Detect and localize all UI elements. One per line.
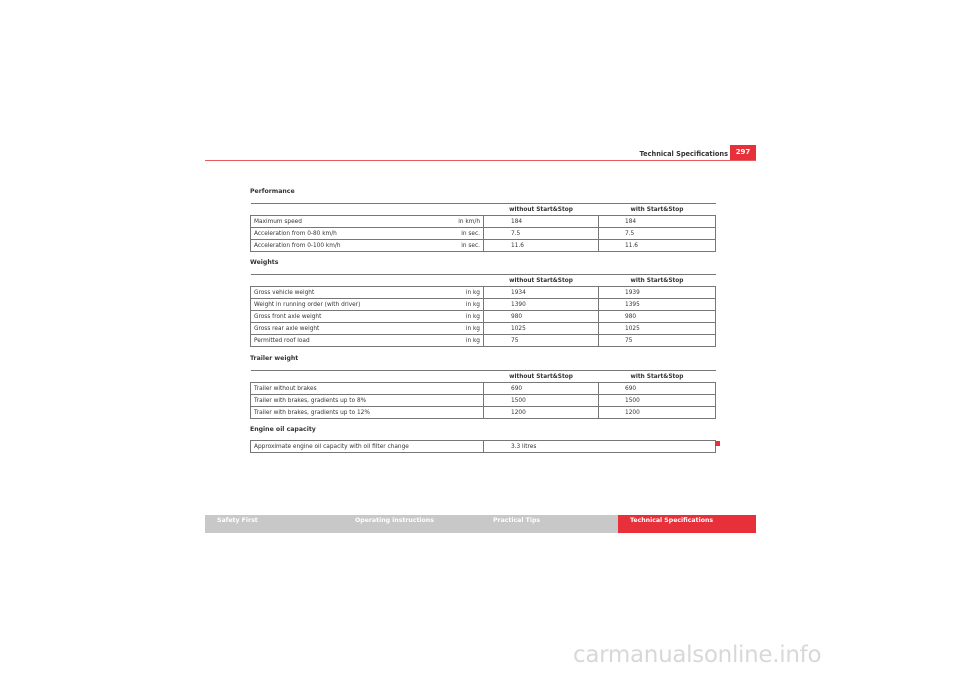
row-label: Permitted roof load	[251, 335, 401, 347]
row-unit: in km/h	[401, 216, 484, 228]
row-label: Gross front axle weight	[251, 311, 401, 323]
value-without: 690	[484, 383, 599, 395]
value-without: 75	[484, 335, 599, 347]
row-unit: in kg	[401, 299, 484, 311]
column-header-without: without Start&Stop	[484, 204, 599, 216]
value-without: 11.6	[484, 240, 599, 252]
oil-capacity-value: 3.3 litres	[484, 441, 716, 453]
table-row	[251, 228, 716, 240]
row-unit	[401, 395, 484, 407]
table-row	[251, 335, 716, 347]
row-label: Gross rear axle weight	[251, 323, 401, 335]
table-header-row	[251, 204, 716, 216]
row-label: Maximum speed	[251, 216, 401, 228]
row-label: Gross vehicle weight	[251, 287, 401, 299]
trailer-table	[250, 370, 716, 419]
value-without: 1500	[484, 395, 599, 407]
value-without: 980	[484, 311, 599, 323]
row-label: Trailer with brakes, gradients up to 8%	[251, 395, 401, 407]
row-unit	[401, 407, 484, 419]
column-header-without: without Start&Stop	[484, 275, 599, 287]
value-without: 1934	[484, 287, 599, 299]
column-header-with: with Start&Stop	[599, 371, 716, 383]
row-label: Approximate engine oil capacity with oil filter change	[251, 441, 484, 453]
row-label: Acceleration from 0-80 km/h	[251, 228, 401, 240]
value-without: 1200	[484, 407, 599, 419]
table-row	[251, 395, 716, 407]
table-row	[251, 287, 716, 299]
row-label: Trailer with brakes, gradients up to 12%	[251, 407, 401, 419]
footer-nav	[205, 515, 756, 533]
section-title-weights: Weights	[250, 259, 279, 266]
value-without: 1390	[484, 299, 599, 311]
table-row	[251, 240, 716, 252]
row-unit: in sec.	[401, 228, 484, 240]
row-label: Trailer without brakes	[251, 383, 401, 395]
performance-table	[250, 203, 716, 252]
table-row	[251, 383, 716, 395]
column-header-with: with Start&Stop	[599, 204, 716, 216]
row-label: Acceleration from 0-100 km/h	[251, 240, 401, 252]
table-header-row	[251, 275, 716, 287]
value-without: 1025	[484, 323, 599, 335]
table-row	[251, 216, 716, 228]
table-row	[251, 323, 716, 335]
row-unit: in sec.	[401, 240, 484, 252]
row-unit: in kg	[401, 335, 484, 347]
page-header-title: Technical Specifications	[639, 150, 728, 158]
value-with: 1939	[599, 287, 716, 299]
value-with: 980	[599, 311, 716, 323]
footer-tab-operating-instructions[interactable]: Operating instructions	[355, 517, 434, 524]
header-divider	[205, 160, 756, 161]
value-without: 184	[484, 216, 599, 228]
table-row	[251, 299, 716, 311]
row-label: Weight in running order (with driver)	[251, 299, 401, 311]
row-unit: in kg	[401, 323, 484, 335]
row-unit: in kg	[401, 287, 484, 299]
value-with: 1395	[599, 299, 716, 311]
footer-tab-practical-tips[interactable]: Practical Tips	[493, 517, 541, 524]
section-title-trailer: Trailer weight	[250, 355, 299, 362]
page-number-badge: 297	[730, 145, 756, 160]
row-unit: in kg	[401, 311, 484, 323]
oil-table	[250, 440, 716, 453]
column-header-without: without Start&Stop	[484, 371, 599, 383]
value-with: 1025	[599, 323, 716, 335]
footer-tab-technical-specifications[interactable]: Technical Specifications	[618, 515, 756, 533]
column-header-with: with Start&Stop	[599, 275, 716, 287]
value-with: 1500	[599, 395, 716, 407]
section-title-performance: Performance	[250, 188, 295, 195]
footer-tab-safety-first[interactable]: Safety First	[217, 517, 258, 524]
table-row	[251, 441, 716, 453]
value-without: 7.5	[484, 228, 599, 240]
value-with: 11.6	[599, 240, 716, 252]
table-header-row	[251, 371, 716, 383]
table-row	[251, 311, 716, 323]
table-row	[251, 407, 716, 419]
weights-table	[250, 274, 716, 347]
value-with: 7.5	[599, 228, 716, 240]
watermark: carmanualsonline.info	[573, 642, 822, 668]
value-with: 75	[599, 335, 716, 347]
value-with: 1200	[599, 407, 716, 419]
row-unit	[401, 383, 484, 395]
section-end-marker	[715, 441, 720, 446]
section-title-oil: Engine oil capacity	[250, 426, 316, 433]
value-with: 690	[599, 383, 716, 395]
value-with: 184	[599, 216, 716, 228]
